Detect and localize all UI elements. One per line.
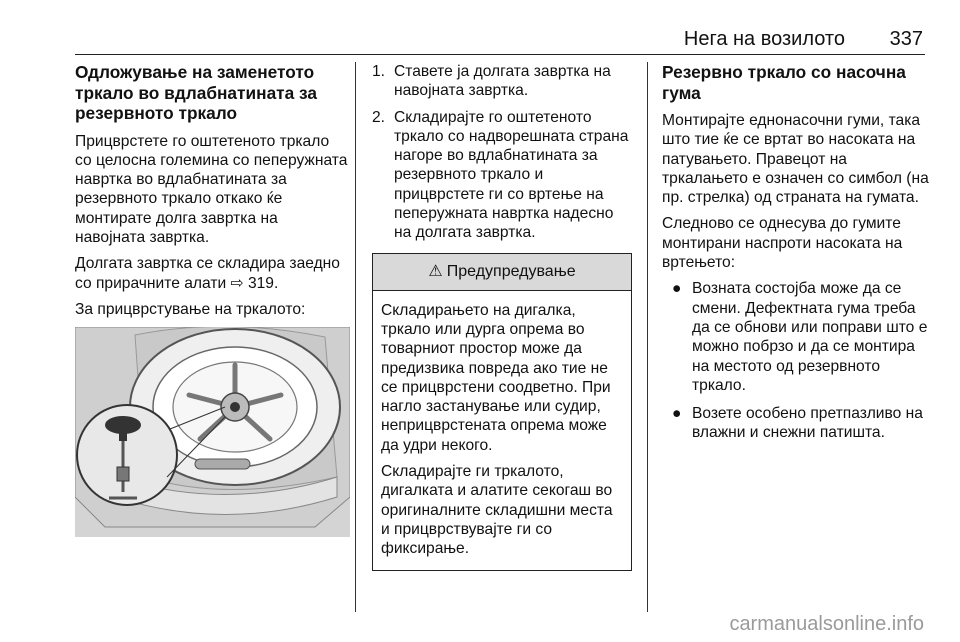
warning-title: Предупредување: [446, 263, 576, 281]
paragraph: Долгата завртка се складира заедно со прирачните алати ⇨ 319.: [75, 255, 340, 292]
list-item: [372, 108, 632, 243]
bullet-icon: ●: [672, 405, 682, 423]
step-text: Ставете ја долгата завртка на навојната завртка.: [394, 63, 611, 100]
step-number: 1.: [372, 63, 386, 80]
step-number: 2.: [372, 108, 386, 126]
warning-triangle-icon: ⚠: [428, 263, 443, 281]
column-divider-1: [355, 62, 356, 612]
bullet-icon: ●: [672, 280, 682, 298]
paragraph: Прицврстете го оштетеното тркало со целосна големина со пеперужната навртка во вдлабнатината за резервното тркало откако ќе монтирате долга завртка на навојната завртка.: [75, 132, 348, 246]
warning-header: [373, 254, 631, 291]
paragraph: Монтирајте еднонасочни гуми, така што тие ќе се вртат во насоката на патувањето. Правецот на тркалањето е означен со симбол (на пр. стрелка) од страната на гумата.: [662, 112, 929, 207]
column-1: [75, 62, 350, 537]
column-3: [662, 62, 930, 452]
list-item: [662, 404, 930, 443]
list-item: [662, 279, 930, 395]
watermark: carmanualsonline.info: [729, 613, 924, 635]
column-2: [372, 62, 632, 571]
bullet-text: Возете особено претпазливо на влажни и снежни патишта.: [692, 405, 923, 442]
page-reference-icon: ⇨: [230, 274, 244, 292]
page-number: 337: [889, 28, 923, 50]
page-title: Нега на возилото: [683, 28, 845, 50]
paragraph: Следново се однесува до гумите монтирани наспроти насоката на вртењето:: [662, 215, 903, 272]
spare-wheel-illustration: [75, 327, 350, 537]
spare-wheel-drawing: [75, 327, 350, 537]
paragraph: Складирајте ги тркалото, дигалката и алатите секогаш во оригиналните складишни места и прицврствувајте ги со фиксирање.: [381, 463, 613, 558]
page-reference[interactable]: 319.: [247, 274, 279, 292]
bullet-text: Возната состојба може да се смени. Дефектната гума треба да се обнови или поправи што е можно побрзо и да се монтира на местото од резервното тркало.: [692, 280, 928, 394]
section-heading-directional-tyre: Резервно тркало со насочна гума: [662, 62, 906, 103]
list-item: [372, 62, 632, 101]
section-heading-spare-storage: Одложување на заменетото тркало во вдлабнатината за резервното тркало: [75, 62, 318, 123]
warning-body: [373, 291, 631, 570]
paragraph: За прицврстување на тркалото:: [75, 300, 306, 318]
page-header: [75, 28, 925, 55]
bullet-list: [662, 279, 930, 442]
warning-box: [372, 253, 632, 571]
procedure-steps: [372, 62, 632, 243]
paragraph: Складирањето на дигалка, тркало или дурга опрема во товарниот простор може да предизвика повреда ако тие не се прицврстени соодветно. При нагло застанување или судир, неприцврстената опрема може да удри некого.: [381, 301, 611, 454]
column-divider-2: [647, 62, 648, 612]
step-text: Складирајте го оштетеното тркало со надворешната страна нагоре во вдлабнатината за резервното тркало и прицврстете ги со вртење на пеперужната навртка надесно на долгата завртка.: [394, 108, 629, 242]
